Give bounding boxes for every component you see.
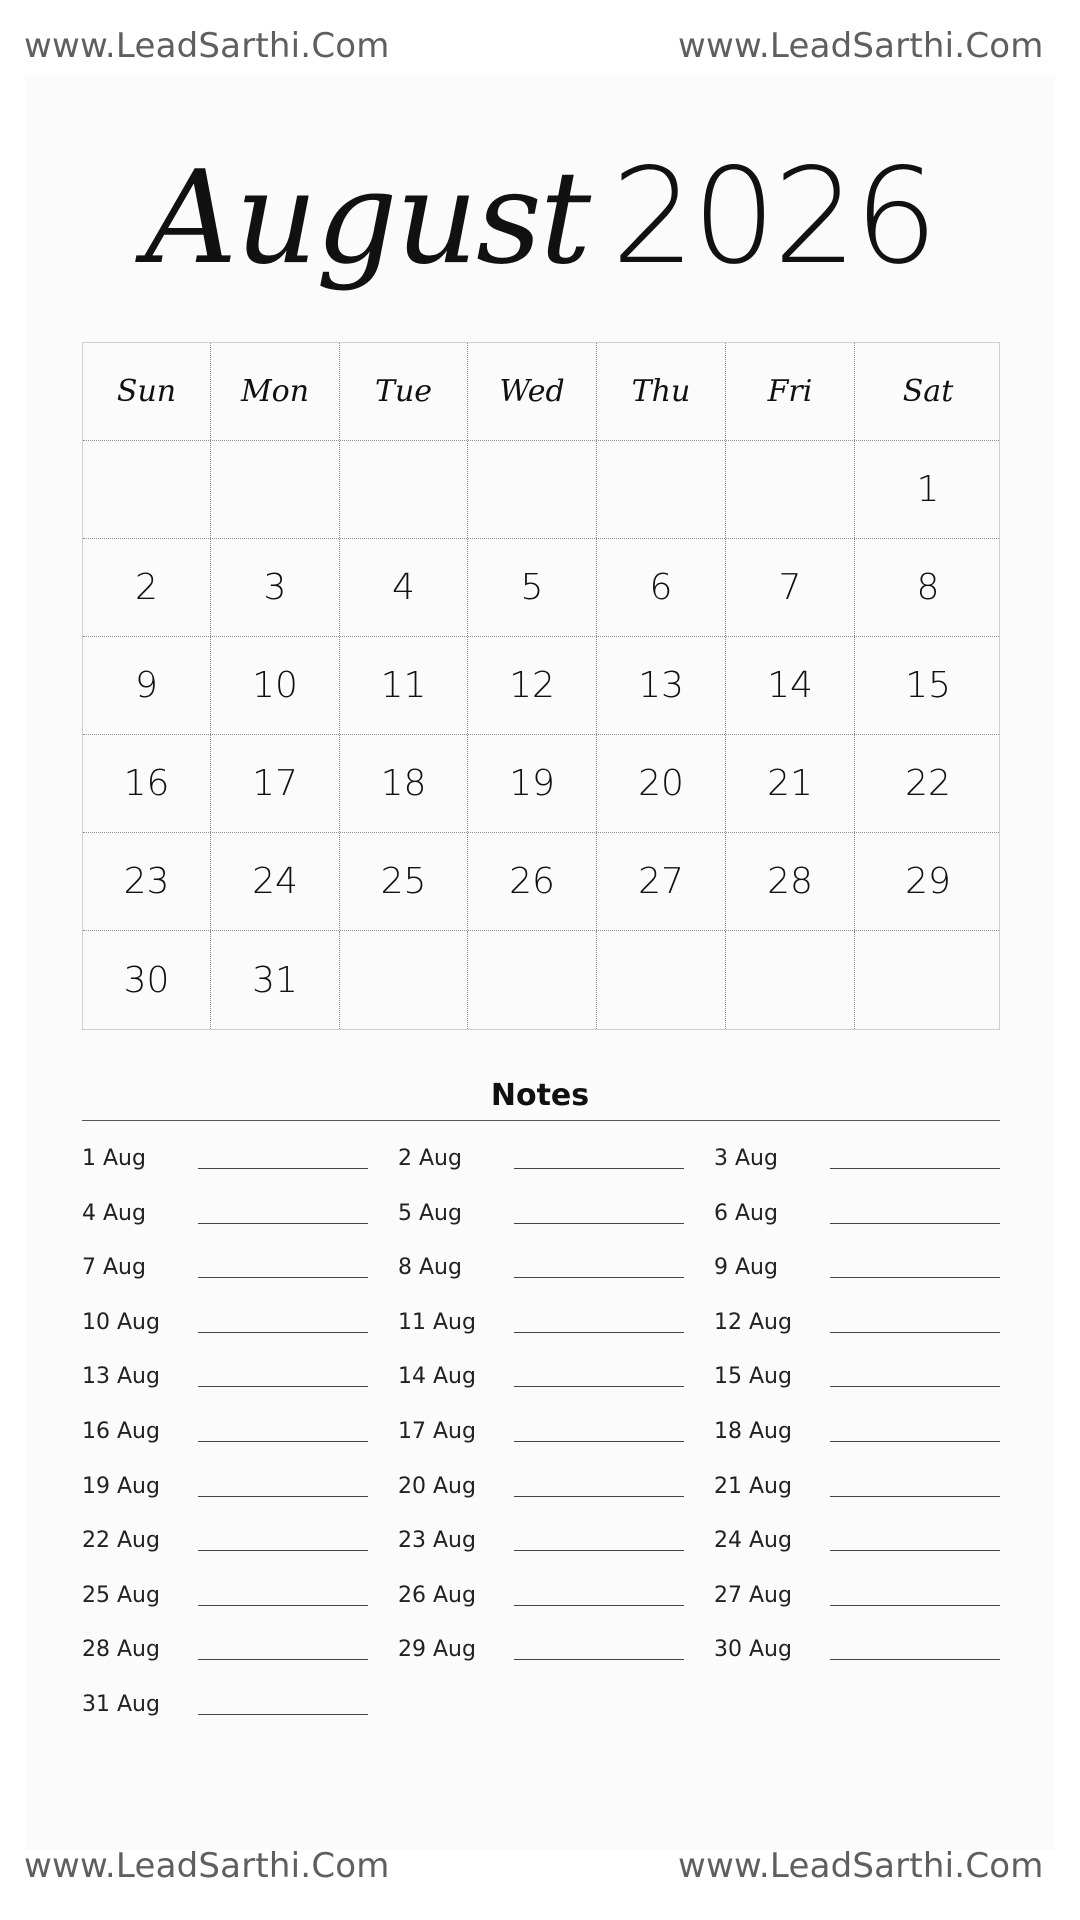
note-date-label: 9 Aug xyxy=(714,1255,778,1281)
note-write-line xyxy=(198,1253,368,1278)
day-number: 27 xyxy=(638,861,684,902)
day-number: 15 xyxy=(905,665,951,706)
note-entry xyxy=(398,1199,714,1254)
note-date-label: 13 Aug xyxy=(82,1364,160,1390)
weekday-header xyxy=(340,343,468,440)
note-date-label: 5 Aug xyxy=(398,1200,462,1226)
note-entry xyxy=(714,1472,1000,1527)
day-cell xyxy=(855,539,1001,636)
note-date-label: 12 Aug xyxy=(714,1309,792,1335)
note-entry xyxy=(714,1526,1000,1581)
note-write-line xyxy=(830,1253,1000,1278)
weekday-label: Mon xyxy=(240,374,310,409)
note-entry xyxy=(714,1635,1000,1690)
weekday-label: Wed xyxy=(499,374,565,409)
calendar-week-row xyxy=(83,637,999,735)
note-date-label: 10 Aug xyxy=(82,1309,160,1335)
note-write-line xyxy=(198,1526,368,1551)
empty-day-cell xyxy=(211,441,340,538)
day-number: 17 xyxy=(252,763,298,804)
empty-day-cell xyxy=(597,441,726,538)
notes-row xyxy=(82,1253,1000,1308)
note-entry xyxy=(82,1362,398,1417)
title-month: August xyxy=(144,144,590,293)
weekday-label: Sat xyxy=(902,374,954,409)
note-date-label: 16 Aug xyxy=(82,1418,160,1444)
note-write-line xyxy=(198,1308,368,1333)
day-number: 20 xyxy=(638,763,684,804)
note-entry xyxy=(398,1526,714,1581)
note-entry xyxy=(714,1417,1000,1472)
empty-day-cell xyxy=(726,931,855,1029)
note-date-label: 25 Aug xyxy=(82,1582,160,1608)
day-cell xyxy=(468,539,597,636)
day-cell xyxy=(83,931,211,1029)
weekday-header xyxy=(855,343,1001,440)
day-number: 31 xyxy=(252,959,298,1001)
title-year: 2026 xyxy=(611,140,936,294)
note-write-line xyxy=(198,1199,368,1224)
day-number: 16 xyxy=(123,763,170,804)
note-write-line xyxy=(514,1308,684,1333)
note-date-label: 27 Aug xyxy=(714,1582,792,1608)
day-number: 7 xyxy=(778,567,802,608)
day-number: 12 xyxy=(509,665,555,706)
note-write-line xyxy=(830,1199,1000,1224)
empty-day-cell xyxy=(726,441,855,538)
note-entry xyxy=(398,1362,714,1417)
calendar-week-row xyxy=(83,833,999,931)
calendar-week-row xyxy=(83,539,999,637)
note-entry xyxy=(82,1308,398,1363)
notes-row xyxy=(82,1308,1000,1363)
notes-title: Notes xyxy=(490,1078,590,1113)
weekday-header xyxy=(597,343,726,440)
empty-day-cell xyxy=(597,931,726,1029)
day-cell xyxy=(340,833,468,930)
notes-row xyxy=(82,1362,1000,1417)
note-date-label: 30 Aug xyxy=(714,1637,792,1663)
calendar-weeks xyxy=(83,441,999,1029)
weekday-label: Tue xyxy=(374,374,433,409)
note-write-line xyxy=(198,1690,368,1715)
day-cell xyxy=(83,833,211,930)
day-number: 14 xyxy=(767,665,813,706)
note-write-line xyxy=(830,1417,1000,1442)
note-entry xyxy=(82,1690,398,1745)
note-entry xyxy=(398,1144,714,1199)
day-number: 19 xyxy=(509,763,555,804)
day-number: 21 xyxy=(767,763,813,804)
day-cell xyxy=(726,637,855,734)
watermark-bottom-left: www.LeadSarthi.Com xyxy=(24,1846,390,1886)
note-date-label: 7 Aug xyxy=(82,1255,146,1281)
note-date-label: 31 Aug xyxy=(82,1691,160,1717)
notes-row xyxy=(82,1581,1000,1636)
day-number: 18 xyxy=(380,763,427,804)
day-number: 30 xyxy=(123,959,170,1001)
note-write-line xyxy=(514,1362,684,1387)
day-number: 4 xyxy=(392,567,415,608)
day-number: 2 xyxy=(135,567,158,608)
day-number: 29 xyxy=(905,861,951,902)
weekday-header-row xyxy=(83,343,999,441)
notes-row xyxy=(82,1690,1000,1745)
day-cell xyxy=(855,637,1001,734)
note-entry xyxy=(398,1581,714,1636)
notes-row xyxy=(82,1417,1000,1472)
calendar-week-row xyxy=(83,931,999,1029)
note-entry xyxy=(714,1253,1000,1308)
note-entry xyxy=(398,1472,714,1527)
weekday-label: Fri xyxy=(767,374,813,409)
day-number: 6 xyxy=(649,567,673,608)
note-entry xyxy=(714,1362,1000,1417)
calendar-week-row xyxy=(83,441,999,539)
note-entry xyxy=(82,1144,398,1199)
note-write-line xyxy=(514,1417,684,1442)
day-number: 3 xyxy=(263,567,287,608)
watermark-top-right: www.LeadSarthi.Com xyxy=(678,26,1044,66)
note-date-label: 1 Aug xyxy=(82,1146,146,1171)
day-cell xyxy=(340,539,468,636)
day-cell xyxy=(340,735,468,832)
day-cell xyxy=(726,539,855,636)
note-entry xyxy=(82,1472,398,1527)
note-date-label: 23 Aug xyxy=(398,1528,476,1554)
weekday-header xyxy=(468,343,597,440)
note-date-label: 14 Aug xyxy=(398,1364,476,1390)
note-date-label: 3 Aug xyxy=(714,1146,778,1171)
note-date-label: 18 Aug xyxy=(714,1418,792,1444)
empty-day-cell xyxy=(468,931,597,1029)
day-number: 1 xyxy=(916,469,940,510)
notes-row xyxy=(82,1526,1000,1581)
day-number: 9 xyxy=(135,665,158,706)
notes-row xyxy=(82,1635,1000,1690)
weekday-header xyxy=(726,343,855,440)
note-write-line xyxy=(514,1472,684,1497)
day-cell xyxy=(855,735,1001,832)
day-cell xyxy=(83,539,211,636)
note-entry xyxy=(398,1417,714,1472)
note-write-line xyxy=(830,1635,1000,1660)
note-write-line xyxy=(830,1362,1000,1387)
note-write-line xyxy=(198,1635,368,1660)
note-entry xyxy=(714,1144,1000,1199)
day-cell xyxy=(211,931,340,1029)
notes-grid xyxy=(82,1144,1000,1745)
note-date-label: 19 Aug xyxy=(82,1473,160,1499)
day-cell xyxy=(597,637,726,734)
empty-day-cell xyxy=(83,441,211,538)
note-entry xyxy=(82,1199,398,1254)
note-write-line xyxy=(198,1472,368,1497)
day-cell xyxy=(83,637,211,734)
watermark-top-left: www.LeadSarthi.Com xyxy=(24,26,390,66)
note-date-label: 11 Aug xyxy=(398,1309,476,1335)
day-number: 26 xyxy=(509,861,555,902)
day-cell xyxy=(597,539,726,636)
notes-row xyxy=(82,1144,1000,1199)
note-date-label: 2 Aug xyxy=(398,1146,462,1171)
weekday-header xyxy=(83,343,211,440)
note-entry xyxy=(398,1253,714,1308)
note-date-label: 20 Aug xyxy=(398,1473,476,1499)
empty-day-cell xyxy=(468,441,597,538)
watermark-bottom-right: www.LeadSarthi.Com xyxy=(678,1846,1044,1886)
calendar-grid xyxy=(82,342,1000,1030)
note-write-line xyxy=(198,1417,368,1442)
note-entry xyxy=(82,1417,398,1472)
day-cell xyxy=(211,637,340,734)
note-write-line xyxy=(198,1362,368,1387)
weekday-header xyxy=(211,343,340,440)
day-number: 8 xyxy=(916,567,940,608)
day-number: 10 xyxy=(252,665,298,706)
note-entry xyxy=(82,1581,398,1636)
weekday-label: Thu xyxy=(631,374,691,409)
day-cell xyxy=(726,735,855,832)
notes-divider xyxy=(82,1120,1000,1121)
note-date-label: 29 Aug xyxy=(398,1637,476,1663)
note-write-line xyxy=(514,1635,684,1660)
day-number: 22 xyxy=(905,763,951,804)
day-cell xyxy=(211,833,340,930)
note-write-line xyxy=(830,1581,1000,1606)
calendar-week-row xyxy=(83,735,999,833)
day-cell xyxy=(468,637,597,734)
note-entry xyxy=(82,1526,398,1581)
note-date-label: 26 Aug xyxy=(398,1582,476,1608)
day-number: 28 xyxy=(767,861,813,902)
note-date-label: 4 Aug xyxy=(82,1200,146,1226)
note-write-line xyxy=(830,1144,1000,1169)
note-write-line xyxy=(830,1308,1000,1333)
note-entry xyxy=(714,1581,1000,1636)
day-cell xyxy=(211,539,340,636)
note-date-label: 6 Aug xyxy=(714,1200,778,1226)
notes-row xyxy=(82,1199,1000,1254)
note-date-label: 22 Aug xyxy=(82,1528,160,1554)
empty-day-cell xyxy=(340,931,468,1029)
day-number: 24 xyxy=(252,861,298,902)
note-write-line xyxy=(830,1472,1000,1497)
note-write-line xyxy=(198,1144,368,1169)
note-entry xyxy=(82,1253,398,1308)
note-entry xyxy=(398,1635,714,1690)
day-cell xyxy=(211,735,340,832)
note-date-label: 15 Aug xyxy=(714,1364,792,1390)
day-cell xyxy=(468,735,597,832)
note-write-line xyxy=(514,1581,684,1606)
note-entry xyxy=(714,1199,1000,1254)
page-title xyxy=(0,140,1080,294)
notes-row xyxy=(82,1472,1000,1527)
empty-day-cell xyxy=(855,931,1001,1029)
note-write-line xyxy=(830,1526,1000,1551)
note-date-label: 28 Aug xyxy=(82,1637,160,1663)
note-date-label: 17 Aug xyxy=(398,1418,476,1444)
note-date-label: 24 Aug xyxy=(714,1528,792,1554)
day-number: 11 xyxy=(380,665,427,706)
note-write-line xyxy=(514,1199,684,1224)
note-entry xyxy=(714,1308,1000,1363)
note-date-label: 8 Aug xyxy=(398,1255,462,1281)
weekday-label: Sun xyxy=(116,374,177,409)
empty-day-cell xyxy=(340,441,468,538)
day-cell xyxy=(468,833,597,930)
day-cell xyxy=(83,735,211,832)
day-number: 23 xyxy=(123,861,170,902)
note-entry xyxy=(82,1635,398,1690)
day-cell xyxy=(726,833,855,930)
day-cell xyxy=(855,441,1001,538)
day-cell xyxy=(597,833,726,930)
note-write-line xyxy=(514,1253,684,1278)
day-cell xyxy=(597,735,726,832)
note-write-line xyxy=(514,1144,684,1169)
note-entry xyxy=(398,1308,714,1363)
day-number: 13 xyxy=(638,665,684,706)
note-write-line xyxy=(198,1581,368,1606)
note-write-line xyxy=(514,1526,684,1551)
day-number: 25 xyxy=(380,861,427,902)
day-cell xyxy=(855,833,1001,930)
day-cell xyxy=(340,637,468,734)
note-date-label: 21 Aug xyxy=(714,1473,792,1499)
day-number: 5 xyxy=(520,567,544,608)
